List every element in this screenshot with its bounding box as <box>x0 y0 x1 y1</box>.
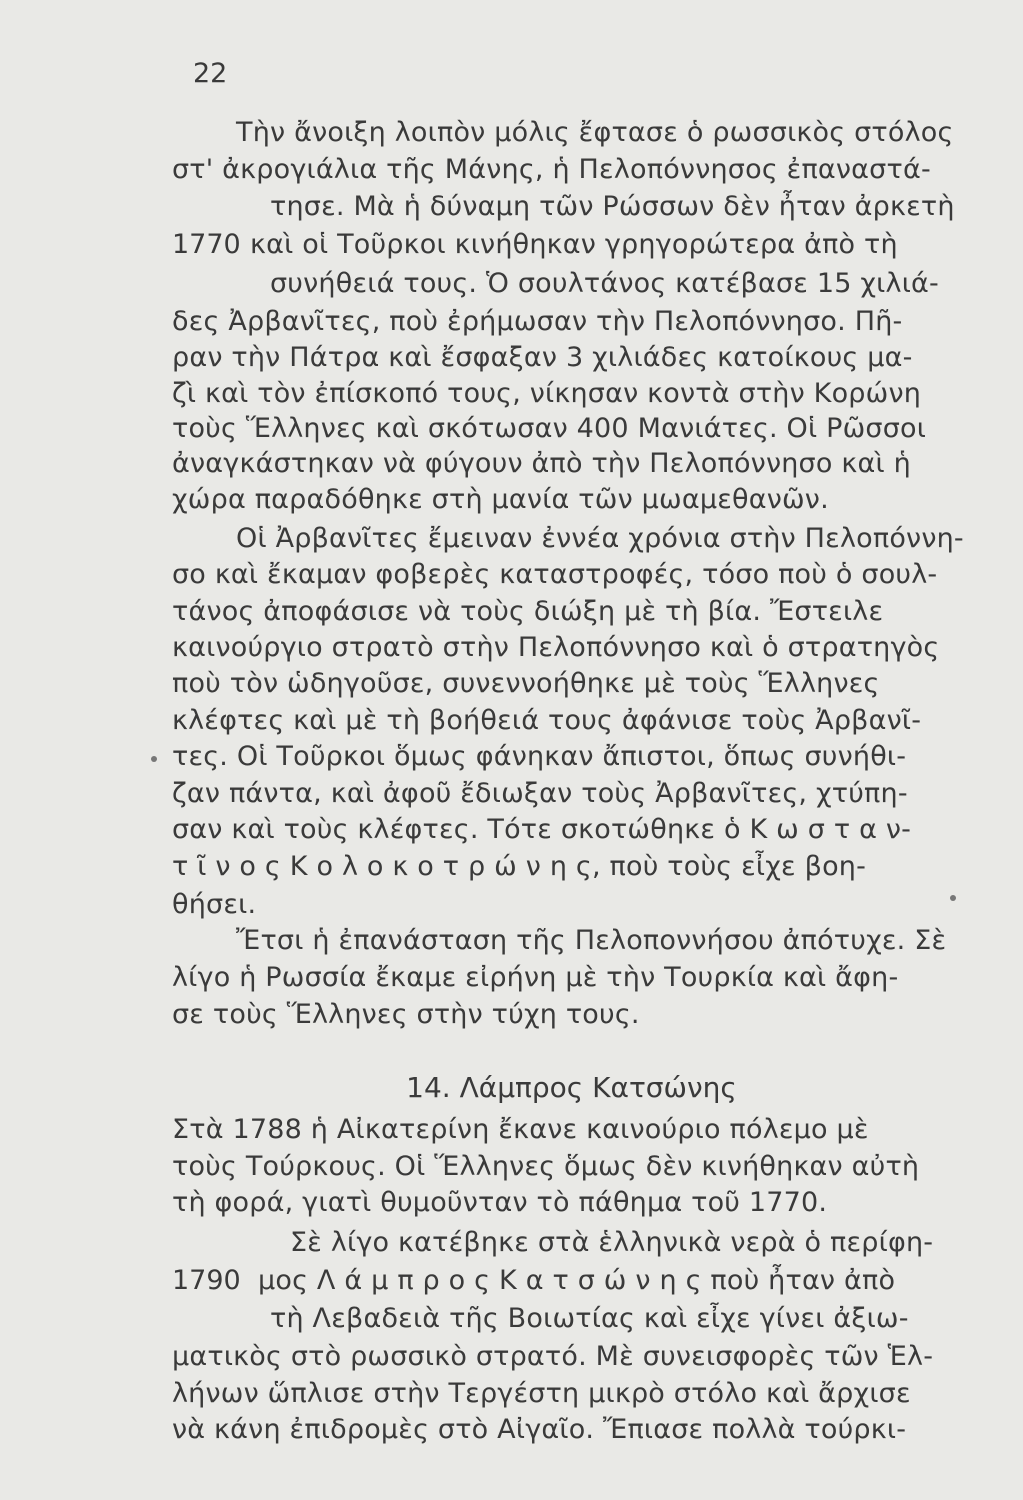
text-line: τὴ Λεβαδειὰ τῆς Βοιωτίας καὶ εἶχε γίνει ἀξιω- <box>270 1303 909 1334</box>
text-line: ματικὸς στὸ ρωσσικὸ στρατό. Μὲ συνεισφορὲς τῶν Ἑλ- <box>172 1341 934 1372</box>
text-line: Τὴν ἄνοιξη λοιπὸν μόλις ἔφτασε ὁ ρωσσικὸς στόλος <box>236 117 954 148</box>
text-line: συνήθειά τους. Ὁ σουλτάνος κατέβασε 15 χιλιά- <box>270 268 939 299</box>
text-line: θήσει. <box>172 889 257 920</box>
text-line: μος Λ ά μ π ρ ο ς Κ α τ σ ώ ν η ς ποὺ ἦταν ἀπὸ <box>258 1265 896 1296</box>
text-line: τοὺς Ἕλληνες καὶ σκότωσαν 400 Μανιάτες. Οἱ Ρῶσσοι <box>172 413 927 444</box>
text-line: τοὺς Τούρκους. Οἱ Ἕλληνες ὅμως δὲν κινήθηκαν αὐτὴ <box>172 1151 920 1182</box>
print-speck <box>151 756 157 762</box>
text-line: καινούργιο στρατὸ στὴν Πελοπόννησο καὶ ὁ στρατηγὸς <box>172 632 940 663</box>
text-line: ποὺ τὸν ὡδηγοῦσε, συνεννοήθηκε μὲ τοὺς Ἕλληνες <box>172 668 880 699</box>
text-line: Οἱ Ἀρβανῖτες ἔμειναν ἐννέα χρόνια στὴν Πελοπόννη- <box>236 523 964 554</box>
text-line: ἀναγκάστηκαν νὰ φύγουν ἀπὸ τὴν Πελοπόννησο καὶ ἡ <box>172 448 911 479</box>
text-line: Στὰ 1788 ἡ Αἰκατερίνη ἔκανε καινούριο πόλεμο μὲ <box>172 1114 869 1145</box>
text-line: σο καὶ ἔκαμαν φοβερὲς καταστροφές, τόσο ποὺ ὁ σουλ- <box>172 559 938 590</box>
text-line: τησε. Μὰ ἡ δύναμη τῶν Ρώσσων δὲν ἦταν ἀρκετὴ <box>270 191 955 222</box>
section-heading <box>0 1070 1023 1106</box>
text-line: ζὶ καὶ τὸν ἐπίσκοπό τους, νίκησαν κοντὰ στὴν Κορώνη <box>172 378 922 409</box>
page-number: 22 <box>193 58 228 89</box>
text-line: σε τοὺς Ἕλληνες στὴν τύχη τους. <box>172 999 640 1030</box>
margin-year: 1790 <box>172 1265 241 1296</box>
text-line: λήνων ὥπλισε στὴν Τεργέστη μικρὸ στόλο καὶ ἄρχισε <box>172 1378 911 1409</box>
text-line: ραν τὴν Πάτρα καὶ ἔσφαξαν 3 χιλιάδες κατοίκους μα- <box>172 342 913 373</box>
text-line: τὴ φορά, γιατὶ θυμοῦνταν τὸ πάθημα τοῦ 1770. <box>172 1187 828 1218</box>
text-line: ζαν πάντα, καὶ ἀφοῦ ἔδιωξαν τοὺς Ἀρβανῖτες, χτύπη- <box>172 778 908 809</box>
text-line: χώρα παραδόθηκε στὴ μανία τῶν μωαμεθανῶν. <box>172 484 829 515</box>
text-line: δες Ἀρβανῖτες, ποὺ ἐρήμωσαν τὴν Πελοπόννησο. Πῆ- <box>172 306 903 337</box>
text-line: Ἔτσι ἡ ἐπανάσταση τῆς Πελοποννήσου ἀπότυχε. Σὲ <box>236 925 947 956</box>
text-line: Σὲ λίγο κατέβηκε στὰ ἑλληνικὰ νερὰ ὁ περίφη- <box>290 1227 934 1258</box>
text-line: νὰ κάνη ἐπιδρομὲς στὸ Αἰγαῖο. Ἔπιασε πολλὰ τούρκι- <box>172 1414 907 1445</box>
section-heading-text: 14. Λάμπρος Κατσώνης <box>406 1071 737 1104</box>
text-line: τες. Οἱ Τοῦρκοι ὅμως φάνηκαν ἄπιστοι, ὅπως συνήθι- <box>172 741 907 772</box>
text-line: τάνος ἀποφάσισε νὰ τοὺς διώξη μὲ τὴ βία. Ἔστειλε <box>172 596 884 627</box>
print-speck <box>950 895 956 901</box>
text-line: κλέφτες καὶ μὲ τὴ βοήθειά τους ἀφάνισε τοὺς Ἀρβανῖ- <box>172 705 922 736</box>
margin-year: 1770 <box>172 229 241 260</box>
text-line: τ ῖ ν ο ς Κ ο λ ο κ ο τ ρ ώ ν η ς, ποὺ τοὺς εἶχε βοη- <box>172 851 867 882</box>
text-line: λίγο ἡ Ρωσσία ἔκαμε εἰρήνη μὲ τὴν Τουρκία καὶ ἄφη- <box>172 962 899 993</box>
text-line: καὶ οἱ Τοῦρκοι κινήθηκαν γρηγορώτερα ἀπὸ τὴ <box>250 229 898 260</box>
text-line: στ' ἀκρογιάλια τῆς Μάνης, ἡ Πελοπόννησος ἐπαναστά- <box>172 154 931 185</box>
text-line: σαν καὶ τοὺς κλέφτες. Τότε σκοτώθηκε ὁ Κ ω σ τ α ν- <box>172 814 912 845</box>
